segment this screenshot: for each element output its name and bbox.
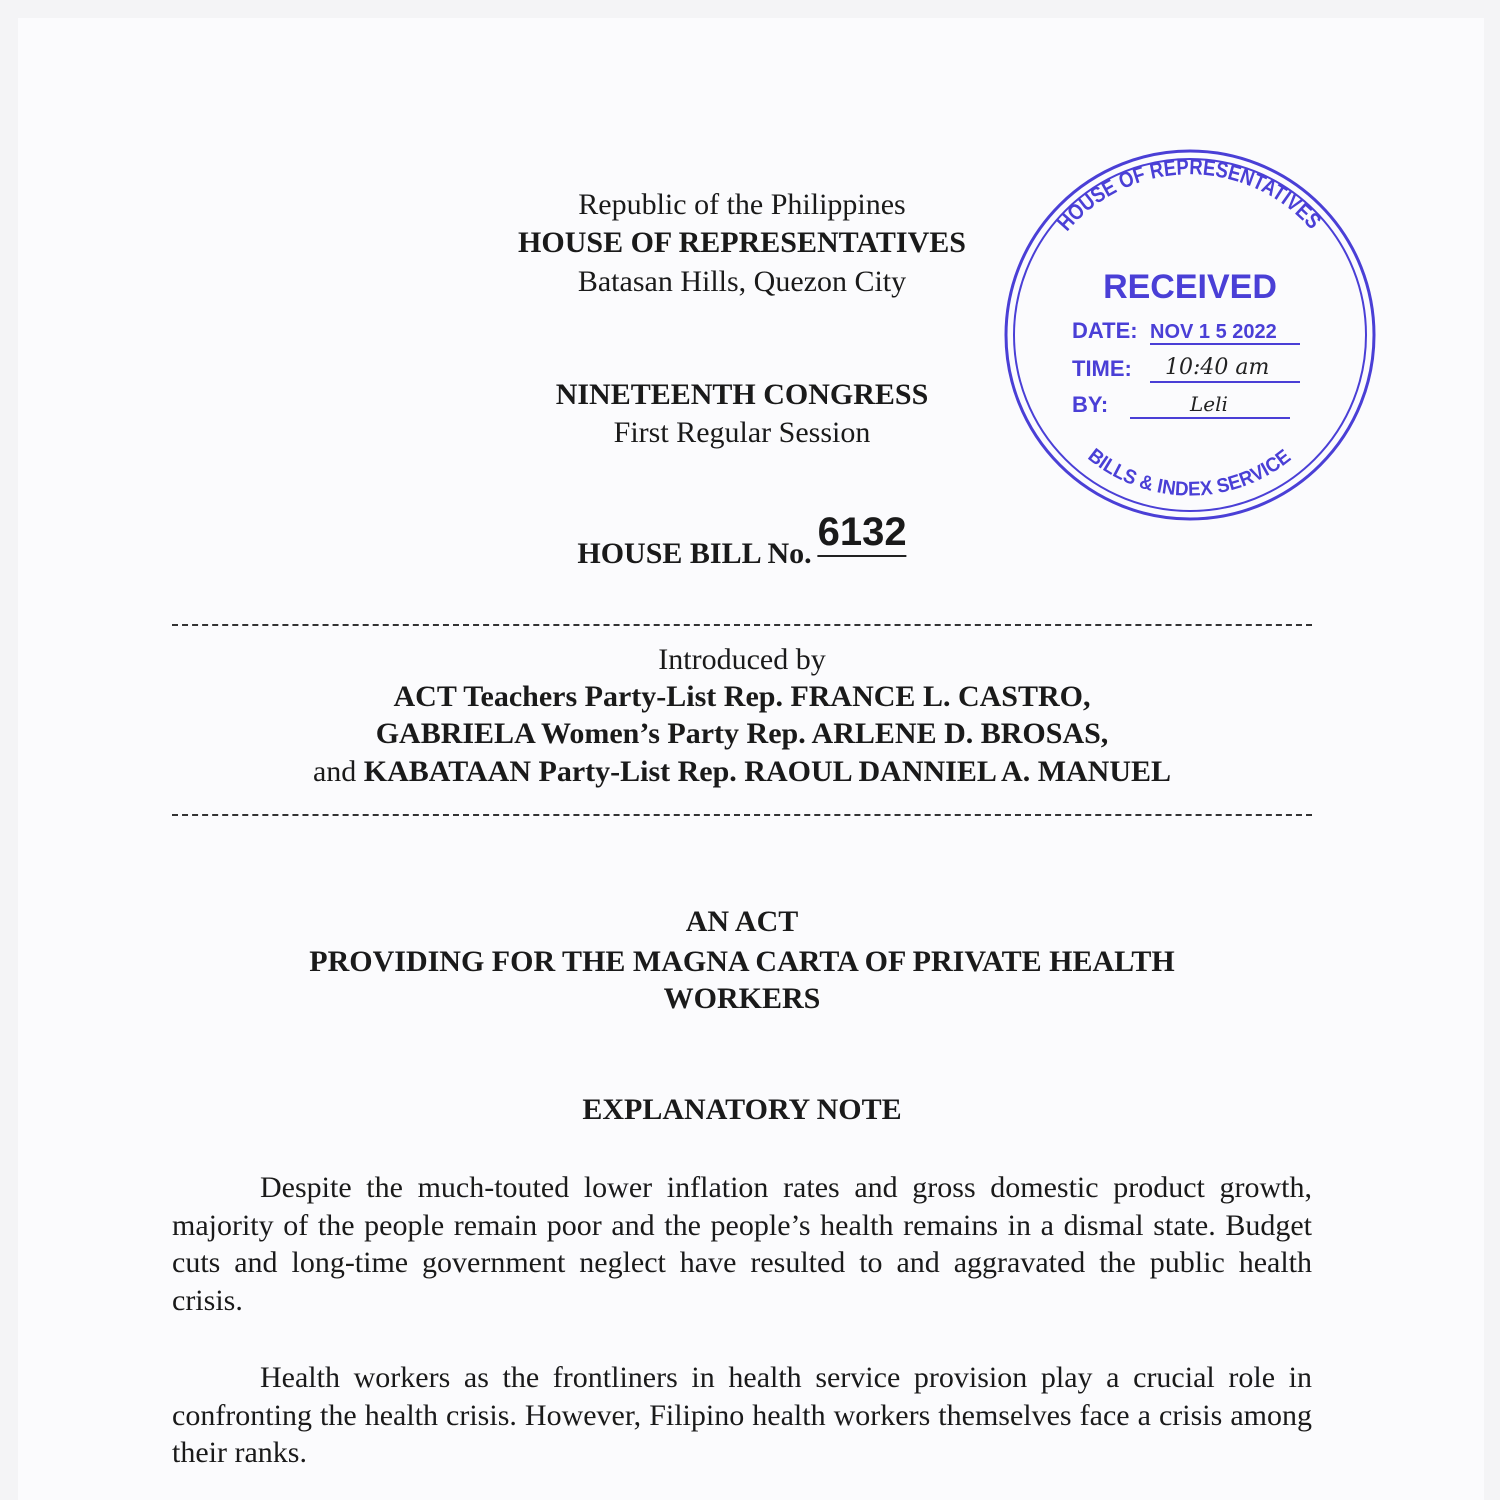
paragraph-1: Despite the much-touted lower inflation rates and gross domestic product growth, majority of the people remain poor and the people’s health remains in a dismal state. Budget cuts and long-time government neglect have resulted to and aggravated the public health crisis. [172, 1171, 1312, 1317]
session-line: First Regular Session [613, 416, 871, 449]
stamp-by-signature: Leli [1190, 392, 1228, 416]
bill-label: HOUSE BILL No. [577, 537, 812, 570]
stamp-by-label: BY: [1072, 392, 1109, 417]
author-line-3-prefix: and [312, 755, 357, 788]
bill-number: 6132 [818, 509, 907, 557]
author-line-2: GABRIELA Women’s Party Rep. ARLENE D. BROSAS, [375, 717, 1109, 750]
paragraph-2: Health workers as the frontliners in health service provision play a crucial role in confronting the health crisis. However, Filipino health workers themselves face a crisis among their ranks. [172, 1361, 1312, 1469]
author-line-1: ACT Teachers Party-List Rep. FRANCE L. CASTRO, [393, 680, 1091, 713]
author-line-3-name: KABATAAN Party-List Rep. RAOUL DANNIEL A. MANUEL [363, 755, 1172, 788]
divider-bottom [172, 814, 1312, 816]
received-stamp [1000, 140, 1380, 530]
introduced-label: Introduced by [658, 643, 826, 676]
act-heading: AN ACT [685, 905, 799, 938]
address-line: Batasan Hills, Quezon City [577, 265, 907, 298]
stamp-ring-bottom: BILLS & INDEX SERVICE [1083, 444, 1296, 501]
stamp-time-label: TIME: [1072, 356, 1132, 381]
stamp-date-label: DATE: [1072, 318, 1138, 343]
bill-number-line [577, 510, 907, 575]
svg-text:HOUSE OF REPRESENTATIVES [1052, 154, 1326, 235]
explanatory-note-heading: EXPLANATORY NOTE [582, 1093, 902, 1126]
stamp-time-value: 10:40 am [1165, 355, 1270, 380]
stamp-status: RECEIVED [1103, 268, 1277, 306]
svg-text:BILLS & INDEX SERVICE [1084, 445, 1295, 501]
divider-top [172, 624, 1312, 626]
republic-line: Republic of the Philippines [578, 188, 906, 221]
act-title-line-2: WORKERS [663, 982, 821, 1015]
author-line-3 [313, 754, 1171, 790]
stamp-ring-top: HOUSE OF REPRESENTATIVES [1052, 154, 1328, 236]
act-title-line-1: PROVIDING FOR THE MAGNA CARTA OF PRIVATE HEALTH [309, 945, 1175, 978]
house-heading: HOUSE OF REPRESENTATIVES [518, 226, 966, 259]
stamp-date-value: NOV 1 5 2022 [1150, 321, 1277, 343]
congress-heading: NINETEENTH CONGRESS [555, 378, 929, 411]
